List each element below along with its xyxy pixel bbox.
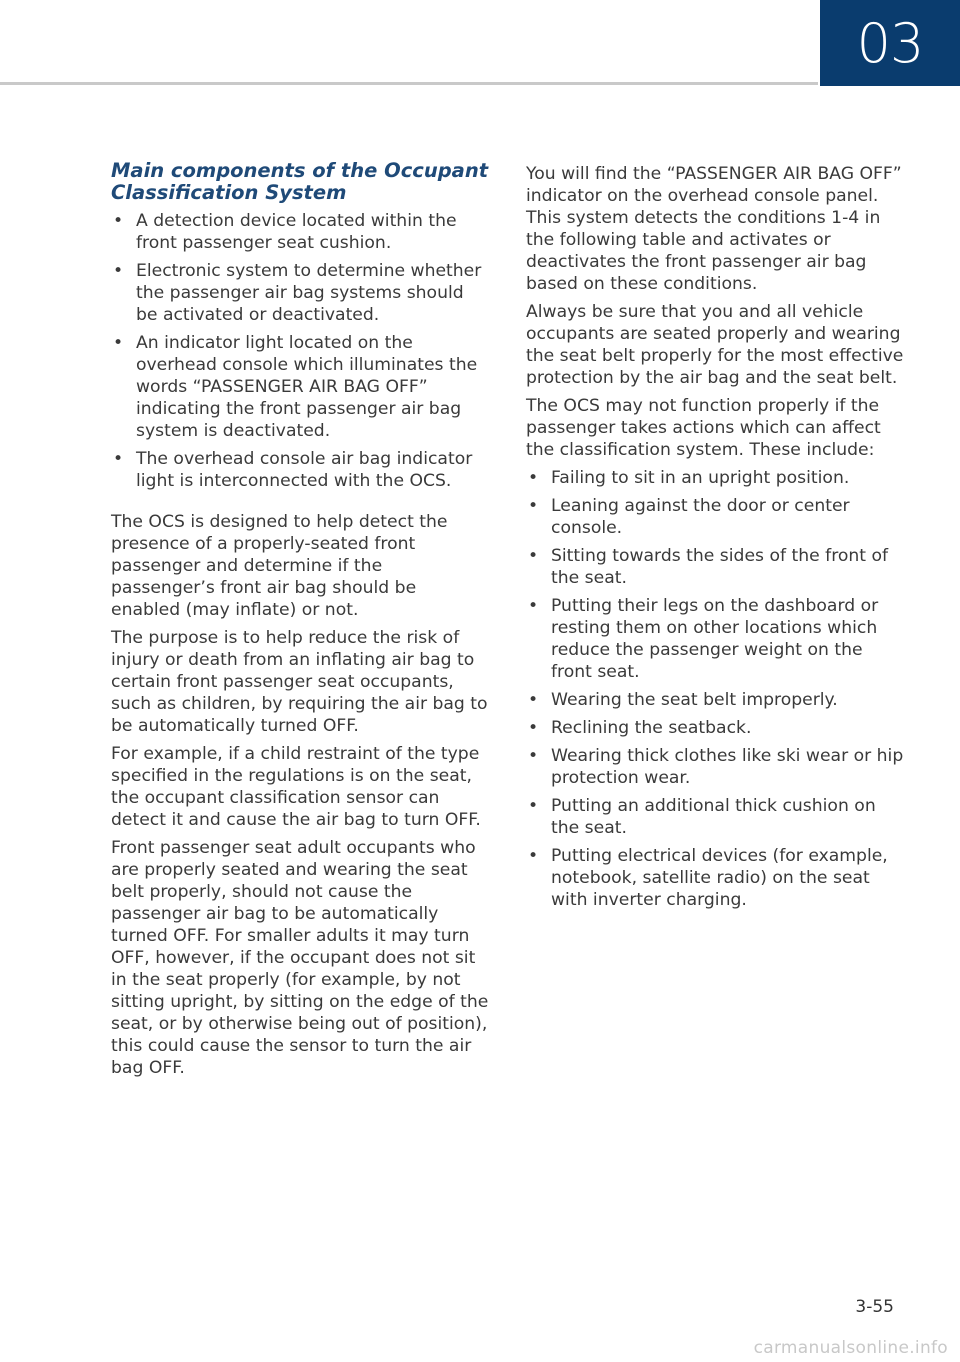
- list-item-text: Failing to sit in an upright position.: [551, 468, 850, 488]
- list-item-text: Wearing thick clothes like ski wear or hip protection wear.: [551, 746, 904, 788]
- left-column: [111, 160, 489, 1085]
- chapter-number: 03: [856, 11, 924, 75]
- bullet-icon: •: [528, 596, 539, 616]
- list-item-text: The overhead console air bag indicator light is interconnected with the OCS.: [136, 449, 473, 491]
- list-item-text: Wearing the seat belt improperly.: [551, 690, 838, 710]
- list-item: [111, 260, 489, 326]
- body-paragraph: The OCS may not function properly if the passenger takes actions which can affect the classification system. These include:: [526, 396, 881, 460]
- body-paragraph: For example, if a child restraint of the type specified in the regulations is on the seat, the occupant classification sensor can detect it and cause the air bag to turn OFF.: [111, 744, 481, 830]
- list-item-text: Leaning against the door or center console.: [551, 496, 850, 538]
- list-item-text: Sitting towards the sides of the front of the seat.: [551, 546, 889, 588]
- body-paragraph: Always be sure that you and all vehicle occupants are seated properly and wearing the seat belt properly for the most effective protection by the air bag and the seat belt.: [526, 302, 904, 388]
- list-item: [526, 495, 904, 539]
- watermark: carmanualsonline.info: [753, 1338, 948, 1358]
- section-heading: [111, 160, 489, 204]
- list-item: [111, 332, 489, 442]
- body-paragraph: The OCS is designed to help detect the presence of a properly-seated front passenger and determine if the passenger’s front air bag should be enabled (may inflate) or not.: [111, 512, 448, 620]
- chapter-tab: [820, 0, 960, 86]
- list-item: [111, 448, 489, 492]
- list-item-text: Putting their legs on the dashboard or resting them on other locations which reduce the passenger weight on the front seat.: [551, 596, 879, 682]
- section-heading-line-1: Main components of the Occupant: [111, 159, 489, 182]
- list-item-text: Putting electrical devices (for example, notebook, satellite radio) on the seat with inverter charging.: [551, 846, 888, 910]
- list-item: [526, 467, 904, 489]
- right-column: [526, 163, 904, 917]
- bullet-icon: •: [528, 718, 539, 738]
- body-paragraph: The purpose is to help reduce the risk of injury or death from an inflating air bag to certain front passenger seat occupants, such as children, by requiring the air bag to be automatically turned OFF.: [111, 628, 488, 736]
- bullet-icon: •: [113, 449, 124, 469]
- list-item-text: A detection device located within the front passenger seat cushion.: [136, 211, 457, 253]
- bullet-icon: •: [528, 690, 539, 710]
- list-item-text: Putting an additional thick cushion on the seat.: [551, 796, 876, 838]
- body-paragraph: Front passenger seat adult occupants who are properly seated and wearing the seat belt properly, should not cause the passenger air bag to be automatically turned OFF. For smaller adults it may turn OFF, however, if the occupant does not sit in the seat properly (for example, by not sitting upright, by sitting on the edge of the seat, or by otherwise being out of position), this could cause the sensor to turn the air bag OFF.: [111, 838, 489, 1078]
- page-number: 3-55: [855, 1297, 894, 1317]
- bullet-icon: •: [528, 846, 539, 866]
- bullet-icon: •: [113, 333, 124, 353]
- bullet-icon: •: [528, 796, 539, 816]
- section-heading-line-2: Classification System: [111, 181, 347, 204]
- list-item: [526, 845, 904, 911]
- conditions-list: [526, 467, 904, 911]
- body-paragraph: You will find the “PASSENGER AIR BAG OFF” indicator on the overhead console panel. This system detects the conditions 1-4 in the following table and activates or deactivates the front passenger air bag based on these conditions.: [526, 164, 902, 294]
- list-item: [526, 595, 904, 683]
- bullet-icon: •: [528, 496, 539, 516]
- list-item: [526, 745, 904, 789]
- list-item: [526, 689, 904, 711]
- list-item: [526, 795, 904, 839]
- header-rule: [0, 82, 818, 85]
- list-item-text: An indicator light located on the overhead console which illuminates the words “PASSENGER AIR BAG OFF” indicating the front passenger air bag system is deactivated.: [136, 333, 478, 441]
- bullet-icon: •: [113, 211, 124, 231]
- bullet-icon: •: [528, 468, 539, 488]
- list-item-text: Reclining the seatback.: [551, 718, 752, 738]
- bullet-icon: •: [113, 261, 124, 281]
- components-list: [111, 210, 489, 492]
- bullet-icon: •: [528, 546, 539, 566]
- list-item: [111, 210, 489, 254]
- list-item: [526, 717, 904, 739]
- bullet-icon: •: [528, 746, 539, 766]
- list-item: [526, 545, 904, 589]
- list-item-text: Electronic system to determine whether the passenger air bag systems should be activated or deactivated.: [136, 261, 482, 325]
